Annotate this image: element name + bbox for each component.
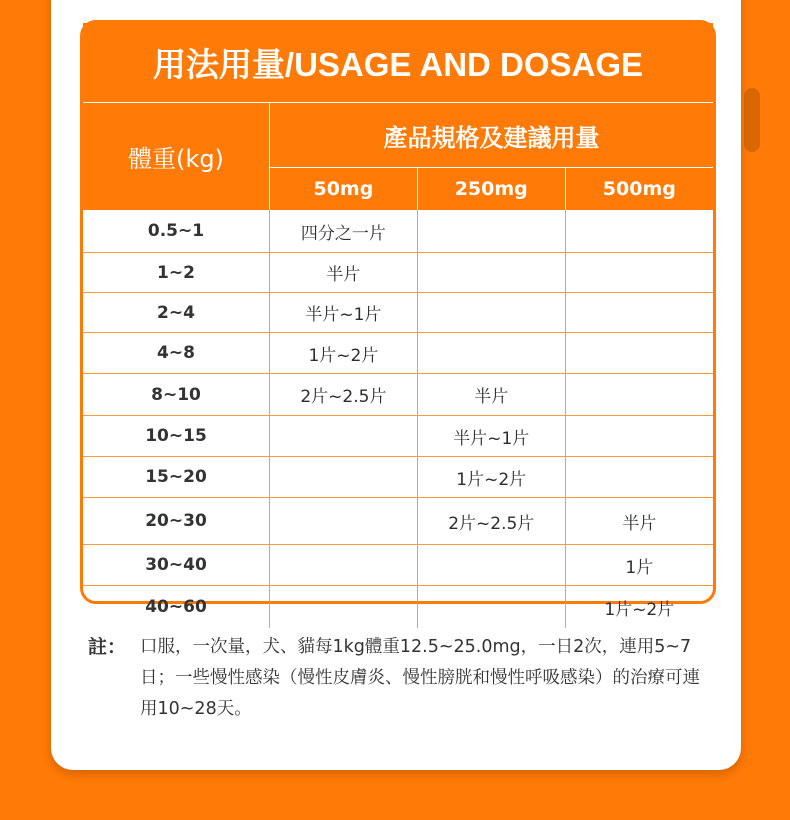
dosage-cell: 1片~2片 (604, 599, 675, 620)
dosage-cell (565, 333, 713, 374)
spec-header: 產品規格及建議用量 (270, 103, 714, 168)
dosage-cell (417, 293, 565, 333)
table-row (83, 293, 713, 333)
dosage-cell: 1片~2片 (417, 457, 565, 498)
dosage-cell (270, 416, 418, 457)
table-row (83, 416, 713, 457)
dosage-cell: 1片~2片 (270, 333, 418, 374)
note-text: 口服，一次量，犬、貓每1kg體重12.5~25.0mg，一日2次，連用5~7日；一些慢性感染（慢性皮膚炎、慢性膀胱和慢性呼吸感染）的治療可連用10~28天。 (140, 637, 700, 719)
table-row (83, 498, 713, 545)
weight-cell: 15~20 (83, 457, 270, 498)
dosage-cell: 半片 (270, 253, 418, 293)
dosage-cell: 半片~1片 (417, 416, 565, 457)
dosage-table (83, 103, 713, 628)
side-decoration (744, 88, 760, 152)
weight-cell: 4~8 (83, 333, 270, 374)
dosage-cell (417, 333, 565, 374)
dosage-cell (565, 253, 713, 293)
table-title: 用法用量/USAGE AND DOSAGE (83, 23, 713, 103)
dosage-note (88, 632, 708, 725)
table-row (83, 374, 713, 416)
dosage-cell (565, 457, 713, 498)
dosage-cell: 1片 (565, 545, 713, 586)
table-row (83, 545, 713, 586)
weight-cell: 0.5~1 (83, 210, 270, 253)
table-row (83, 457, 713, 498)
dosage-table-container (80, 20, 716, 620)
dosage-cell: 2片~2.5片 (417, 498, 565, 545)
dosage-cell (417, 586, 565, 629)
table-row (83, 333, 713, 374)
dosage-cell: 半片 (417, 374, 565, 416)
weight-cell: 20~30 (83, 498, 270, 545)
weight-cell: 10~15 (83, 416, 270, 457)
dosage-cell (417, 545, 565, 586)
size-header-500mg: 500mg (565, 168, 713, 211)
dosage-cell: 四分之一片 (270, 210, 418, 253)
dosage-cell: 半片~1片 (270, 293, 418, 333)
dosage-cell (417, 253, 565, 293)
dosage-cell (565, 374, 713, 416)
table-row (83, 586, 713, 629)
size-header-50mg: 50mg (270, 168, 418, 211)
dosage-cell (417, 210, 565, 253)
dosage-cell (565, 416, 713, 457)
dosage-cell (565, 210, 713, 253)
weight-header: 體重(kg) (83, 103, 270, 210)
table-row (83, 253, 713, 293)
dosage-cell: 半片 (565, 498, 713, 545)
dosage-cell (565, 293, 713, 333)
note-label: 註： (88, 636, 127, 658)
dosage-cell (270, 457, 418, 498)
dosage-cell: 2片~2.5片 (270, 374, 418, 416)
dosage-cell (270, 586, 418, 629)
dosage-cell (270, 545, 418, 586)
weight-cell: 30~40 (83, 545, 270, 586)
weight-cell: 8~10 (83, 374, 270, 416)
dosage-cell (270, 498, 418, 545)
weight-cell: 40~60 (83, 586, 270, 629)
weight-cell: 2~4 (83, 293, 270, 333)
weight-cell: 1~2 (83, 253, 270, 293)
table-row (83, 210, 713, 253)
size-header-250mg: 250mg (417, 168, 565, 211)
